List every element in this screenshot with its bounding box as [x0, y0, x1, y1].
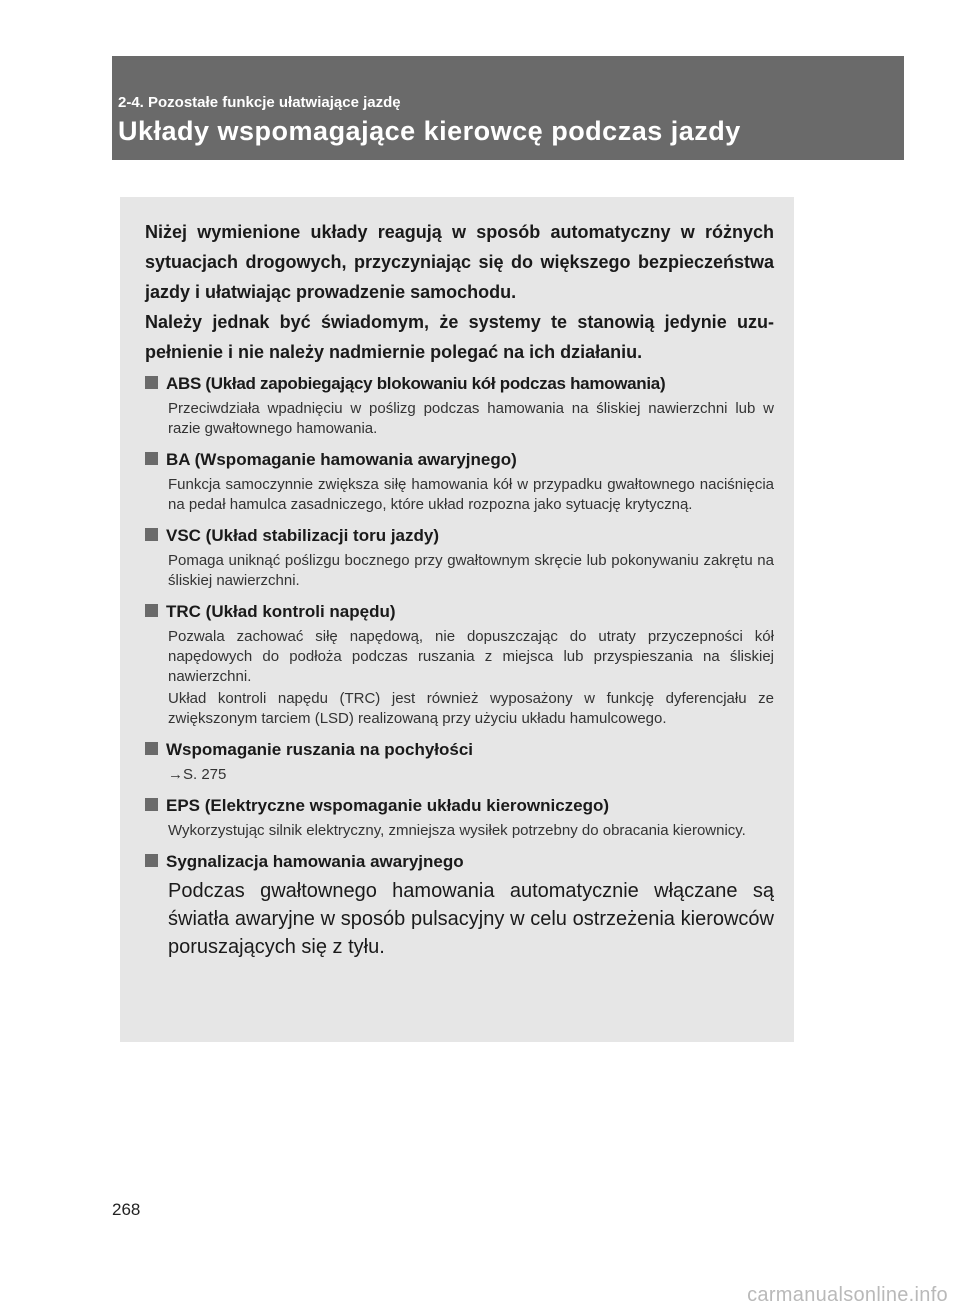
section-heading: EPS (Elektryczne wspomaganie układu kierowniczego) — [145, 793, 774, 819]
page-reference: →S. 275 — [168, 766, 227, 783]
section-body: Pomaga uniknąć poślizgu bocznego przy gwałtownym skręcie lub pokonywaniu zakrętu na śliskiej nawierzchni. — [168, 552, 774, 589]
section-hill-start — [145, 737, 774, 785]
section-heading: Sygnalizacja hamowania awaryjnego — [145, 849, 774, 875]
page-number: 268 — [112, 1200, 141, 1219]
section-body: Podczas gwałtownego hamowania automatycznie włączane są światła awaryjne w sposób pulsacyjny w celu ostrzeżenia kierowców poruszających się z tyłu. — [168, 880, 774, 958]
square-bullet-icon — [145, 742, 158, 755]
square-bullet-icon — [145, 452, 158, 465]
section-body: Wykorzystując silnik elektryczny, zmniejsza wysiłek potrzebny do obracania kierownicy. — [168, 822, 746, 839]
section-body: Pozwala zachować siłę napędową, nie dopuszczając do utraty przyczepności kół napędowych do podłoża podczas ruszania z miejsca lub przyspieszania na śliskiej nawierzchni. — [168, 628, 774, 685]
section-heading: TRC (Układ kontroli napędu) — [145, 599, 774, 625]
chapter-header — [112, 56, 904, 160]
intro-paragraph-2: Należy jednak być świadomym, że systemy te stanowią jedynie uzupełnienie i nie należy nadmiernie polegać na ich działaniu. — [145, 312, 774, 362]
section-body: Przeciwdziała wpadnięciu w poślizg podczas hamowania na śliskiej nawierzchni lub w razie gwałtownego hamowania. — [168, 400, 774, 437]
square-bullet-icon — [145, 854, 158, 867]
breadcrumb: 2-4. Pozostałe funkcje ułatwiające jazdę — [118, 94, 401, 111]
square-bullet-icon — [145, 604, 158, 617]
section-heading: VSC (Układ stabilizacji toru jazdy) — [145, 523, 774, 549]
section-body-continued: Układ kontroli napędu (TRC) jest również wyposażony w funkcję dyferencjału ze zwiększonym tarciem (LSD) realizowaną przy użyciu układu hamulcowego. — [168, 690, 774, 727]
page-title: Układy wspomagające kierowcę podczas jazdy — [118, 116, 741, 146]
section-ba — [145, 447, 774, 515]
section-abs — [145, 371, 774, 439]
square-bullet-icon — [145, 376, 158, 389]
section-trc — [145, 599, 774, 729]
watermark: carmanualsonline.info — [747, 1284, 948, 1306]
section-body: Funkcja samoczynnie zwiększa siłę hamowania kół w przypadku gwałtownego naciśnięcia na pedał hamulca zasadniczego, które układ rozpozna jako sytuację krytyczną. — [168, 476, 774, 513]
section-emergency-signal — [145, 849, 774, 961]
section-eps — [145, 793, 774, 841]
square-bullet-icon — [145, 528, 158, 541]
intro-paragraph-1: Niżej wymienione układy reagują w sposób automatyczny w różnych sytuacjach drogowych, przyczyniając się do większego bezpieczeństwa jazdy i ułatwiając prowadzenie samochodu. — [145, 222, 774, 302]
section-vsc — [145, 523, 774, 591]
info-box — [120, 197, 794, 1042]
square-bullet-icon — [145, 798, 158, 811]
section-heading: ABS (Układ zapobiegający blokowaniu kół podczas hamowania) — [145, 371, 774, 397]
section-heading: BA (Wspomaganie hamowania awaryjnego) — [145, 447, 774, 473]
section-heading: Wspomaganie ruszania na pochyłości — [145, 737, 774, 763]
